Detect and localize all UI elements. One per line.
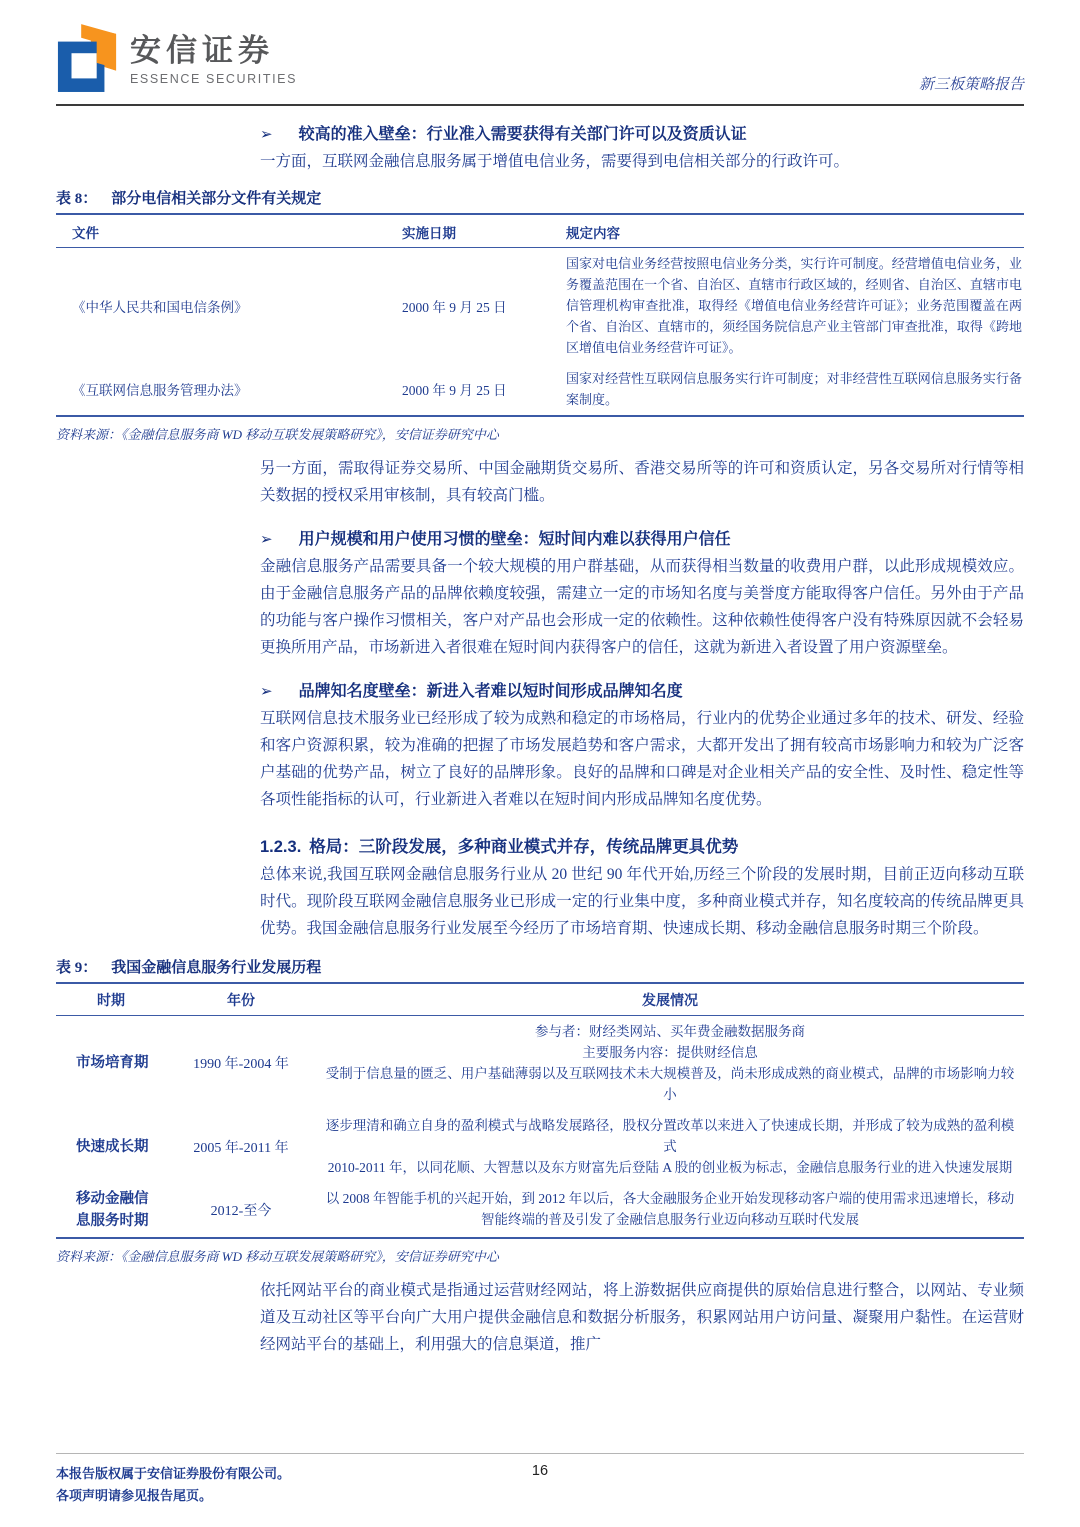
barrier-heading-users-label: 用户规模和用户使用习惯的壁垒：短时间内难以获得用户信任 bbox=[298, 531, 731, 548]
development-line: 主要服务内容：提供财经信息 bbox=[582, 1045, 758, 1060]
period-years: 1990 年-2004 年 bbox=[193, 1057, 289, 1072]
doc-rule: 国家对经营性互联网信息服务实行许可制度；对非经营性互联网信息服务实行备案制度。 bbox=[566, 371, 1022, 407]
table-9-header-row bbox=[56, 984, 1024, 1016]
paragraph-brand-barrier: 互联网信息技术服务业已经形成了较为成熟和稳定的市场格局，行业内的优势企业通过多年的技术、研发、经验和客户资源积累，较为准确的把握了市场发展趋势和客户需求，大都开发出了拥有较高市场影响力和较为广泛客户基础的优势产品，树立了良好的品牌形象。良好的品牌和口碑是对企业相关产品的安全性、及时性、稳定性等各项性能指标的认可，行业新进入者难以在短时间内形成品牌知名度优势。 bbox=[260, 710, 1024, 808]
section-heading-123 bbox=[260, 833, 1024, 861]
table-8-col-content: 规定内容 bbox=[566, 226, 620, 241]
copyright-line: 本报告版权属于安信证券股份有限公司。 bbox=[56, 1466, 291, 1481]
development-line: 逐步理清和确立自身的盈利模式与战略发展路径，股权分置改革以来进入了快速成长期，并形成了较为成熟的盈利模式 bbox=[325, 1118, 1015, 1154]
table-8-source: 资料来源：《金融信息服务商 WD 移动互联发展策略研究》，安信证券研究中心 bbox=[56, 427, 499, 442]
development-line: 受制于信息量的匮乏、用户基础薄弱以及互联网技术未大规模普及，尚未形成成熟的商业模式，品牌的市场影响力较小 bbox=[325, 1066, 1015, 1102]
barrier-heading-brand bbox=[260, 679, 1024, 705]
table-9-label: 表 9： bbox=[56, 960, 98, 976]
period-name: 市场培育期 bbox=[76, 1055, 149, 1071]
paragraph-section-123: 总体来说,我国互联网金融信息服务行业从 20 世纪 90 年代开始,历经三个阶段的发展时期，目前正迈向移动互联时代。现阶段互联网金融信息服务业已形成一定的行业集中度，多种商业模式并存，知名度较高的传统品牌更具优势。我国金融信息服务行业发展至今经历了市场培育期、快速成长期、移动金融信息服务时期三个阶段。 bbox=[260, 866, 1024, 937]
period-name: 移动金融信息服务时期 bbox=[76, 1191, 149, 1229]
table-9 bbox=[56, 956, 1024, 1265]
table-8-col-doc: 文件 bbox=[72, 226, 99, 241]
arrow-bullet-icon: ➢ bbox=[260, 127, 273, 143]
doc-rule: 国家对电信业务经营按照电信业务分类，实行许可制度。经营增值电信业务，业务覆盖范围在一个省、自治区、直辖市行政区域的，经则省、自治区、直辖市电信管理机构审查批准，取得经《增值电信业务经营许可证》；业务范围覆盖在两个省、自治区、直辖市的，须经国务院信息产业主管部门审查批准，取得《跨地区增值电信业务经营许可证》。 bbox=[566, 256, 1022, 355]
table-row bbox=[56, 1183, 1024, 1237]
brand-text bbox=[130, 34, 297, 85]
table-9-body bbox=[56, 1016, 1024, 1239]
page-number: 16 bbox=[531, 1463, 549, 1479]
table-9-source: 资料来源：《金融信息服务商 WD 移动互联发展策略研究》，安信证券研究中心 bbox=[56, 1249, 499, 1264]
table-9-col-years: 年份 bbox=[227, 994, 255, 1009]
development-line: 参与者：财经类网站、买年费金融数据服务商 bbox=[535, 1024, 805, 1039]
paragraph-exchanges: 另一方面，需取得证券交易所、中国金融期货交易所、香港交易所等的许可和资质认定，另各交易所对行情等相关数据的授权采用审核制，具有较高门槛。 bbox=[260, 460, 1024, 504]
page-footer bbox=[56, 1453, 1024, 1507]
brand-name-cn: 安信证券 bbox=[130, 33, 274, 69]
development-line: 2010-2011 年，以同花顺、大智慧以及东方财富先后登陆 A 股的创业板为标志，金融信息服务行业的进入快速发展期 bbox=[327, 1160, 1013, 1175]
table-row bbox=[56, 1110, 1024, 1183]
table-9-caption: 我国金融信息服务行业发展历程 bbox=[111, 960, 322, 976]
period-years: 2005 年-2011 年 bbox=[193, 1140, 289, 1156]
page-header bbox=[56, 0, 1024, 106]
barrier-heading-entry-label: 较高的准入壁垒：行业准入需要获得有关部门许可以及资质认证 bbox=[298, 126, 747, 143]
period-development bbox=[316, 1115, 1024, 1178]
barrier-heading-users bbox=[260, 527, 1024, 553]
doc-date: 2000 年 9 月 25 日 bbox=[402, 299, 507, 315]
essence-securities-logo-icon bbox=[56, 24, 118, 96]
brand-logo bbox=[56, 24, 297, 96]
period-name: 快速成长期 bbox=[76, 1138, 149, 1155]
barrier-heading-entry bbox=[260, 122, 1024, 148]
table-8-header-row bbox=[56, 215, 1024, 248]
section-title: 格局：三阶段发展，多种商业模式并存，传统品牌更具优势 bbox=[309, 837, 739, 856]
disclaimer-line: 各项声明请参见报告尾页。 bbox=[56, 1488, 213, 1503]
table-row bbox=[56, 363, 1024, 415]
table-9-col-period: 时期 bbox=[97, 994, 125, 1009]
paragraph-user-barrier: 金融信息服务产品需要具备一个较大规模的用户群基础，从而获得相当数量的收费用户群，以此形成规模效应。由于金融信息服务产品的品牌依赖度较强，需建立一定的市场知名度与美誉度方能取得客户信任。另外由于产品的功能与客户操作习惯相关，客户对产品也会形成一定的依赖性。这种依赖性使得客户没有特殊原因就不会轻易更换所用产品，市场新进入者很难在短时间内获得客户的信任，这就为新进入者设置了用户资源壁垒。 bbox=[260, 558, 1024, 656]
barrier-heading-brand-label: 品牌知名度壁垒：新进入者难以短时间形成品牌知名度 bbox=[298, 683, 683, 700]
table-8-caption: 部分电信相关部分文件有关规定 bbox=[111, 191, 322, 207]
doc-name: 《中华人民共和国电信条例》 bbox=[72, 299, 248, 315]
paragraph-telecom-license: 一方面，互联网金融信息服务属于增值电信业务，需要得到电信相关部分的行政许可。 bbox=[260, 153, 850, 170]
period-development bbox=[316, 1021, 1024, 1105]
table-8-col-date: 实施日期 bbox=[402, 226, 456, 241]
arrow-bullet-icon: ➢ bbox=[260, 684, 273, 700]
table-9-title bbox=[56, 956, 1024, 984]
period-development bbox=[316, 1188, 1024, 1232]
section-number: 1.2.3. bbox=[260, 838, 302, 856]
table-row bbox=[56, 248, 1024, 363]
arrow-bullet-icon: ➢ bbox=[260, 532, 273, 548]
doc-name: 《互联网信息服务管理办法》 bbox=[72, 383, 248, 398]
table-8 bbox=[56, 187, 1024, 443]
period-years: 2012-至今 bbox=[210, 1204, 272, 1219]
table-8-label: 表 8： bbox=[56, 191, 98, 207]
table-8-body bbox=[56, 248, 1024, 417]
doc-date: 2000 年 9 月 25 日 bbox=[402, 383, 507, 398]
brand-name-en: ESSENCE SECURITIES bbox=[130, 71, 298, 86]
report-type-label: 新三板策略报告 bbox=[918, 77, 1024, 93]
table-9-col-development: 发展情况 bbox=[642, 994, 698, 1009]
table-8-title bbox=[56, 187, 1024, 215]
paragraph-website-platform: 依托网站平台的商业模式是指通过运营财经网站，将上游数据供应商提供的原始信息进行整合，以网站、专业频道及互动社区等平台向广大用户提供金融信息和数据分析服务，积累网站用户访问量、凝聚用户黏性。在运营财经网站平台的基础上，利用强大的信息渠道，推广 bbox=[260, 1282, 1024, 1353]
table-row bbox=[56, 1016, 1024, 1110]
development-line: 以 2008 年智能手机的兴起开始，到 2012 年以后，各大金融服务企业开始发现移动客户端的使用需求迅速增长，移动智能终端的普及引发了金融信息服务行业迈向移动互联时代发展 bbox=[325, 1191, 1015, 1227]
